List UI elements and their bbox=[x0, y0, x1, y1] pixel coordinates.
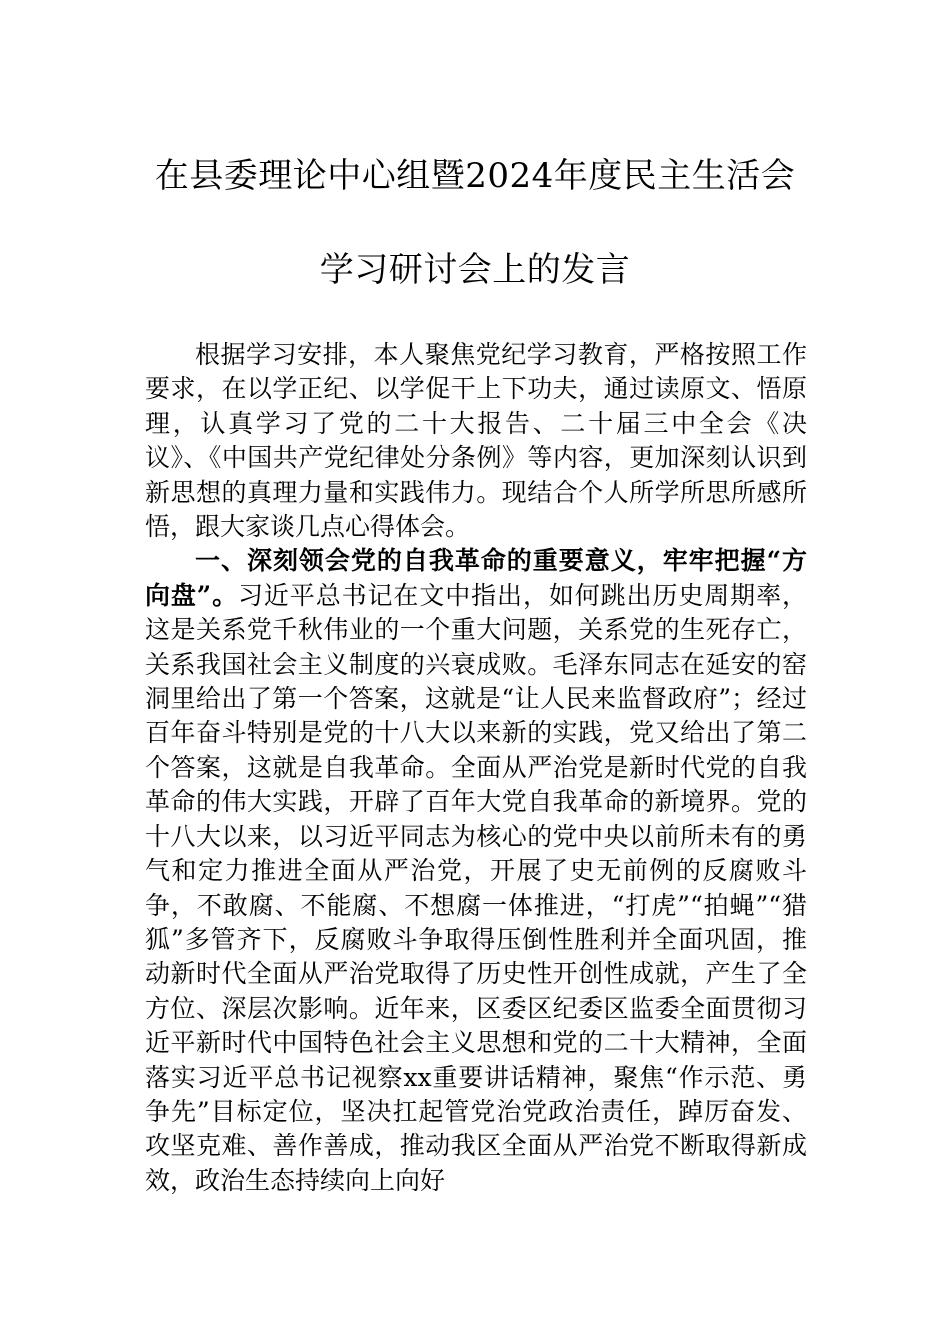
document-title-line-1: 在县委理论中心组暨2024年度民主生活会 bbox=[154, 156, 796, 196]
section-1-paragraph bbox=[145, 544, 807, 1198]
section-1-heading: 一、深刻领会党的自我革命的重要意义，牢牢把握“方向盘”。 bbox=[145, 546, 807, 610]
section-1-body: 习近平总书记在文中指出，如何跳出历史周期率，这是关系党千秋伟业的一个重大问题，关系党的生死存亡，关系我国社会主义制度的兴衰成败。毛泽东同志在延安的窑洞里给出了第一个答案，这就是“让人民来监督政府”；经过百年奋斗特别是党的十八大以来新的实践，党又给出了第二个答案，这就是自我革命。全面从严治党是新时代党的自我革命的伟大实践，开辟了百年大党自我革命的新境界。党的十八大以来，以习近平同志为核心的党中央以前所未有的勇气和定力推进全面从严治党，开展了史无前例的反腐败斗争，不敢腐、不能腐、不想腐一体推进，“打虎”“拍蝇”“猎狐”多管齐下，反腐败斗争取得压倒性胜利并全面巩固，推动新时代全面从严治党取得了历史性开创性成就，产生了全方位、深层次影响。近年来，区委区纪委区监委全面贯彻习近平新时代中国特色社会主义思想和党的二十大精神，全面落实习近平总书记视察xx重要讲话精神，聚焦“作示范、勇争先”目标定位，坚决扛起管党治党政治责任，踔厉奋发、攻坚克难、善作善成，推动我区全面从严治党不断取得新成效，政治生态持续向上向好 bbox=[145, 580, 807, 1195]
document-title-line-2: 学习研讨会上的发言 bbox=[319, 250, 631, 290]
document-body bbox=[145, 338, 807, 1198]
intro-paragraph: 根据学习安排，本人聚焦党纪学习教育，严格按照工作要求，在以学正纪、以学促干上下功夫，通过读原文、悟原理，认真学习了党的二十大报告、二十届三中全会《决议》、《中国共产党纪律处分条例》等内容，更加深刻认识到新思想的真理力量和实践伟力。现结合个人所学所思所感所悟，跟大家谈几点心得体会。 bbox=[145, 340, 807, 542]
